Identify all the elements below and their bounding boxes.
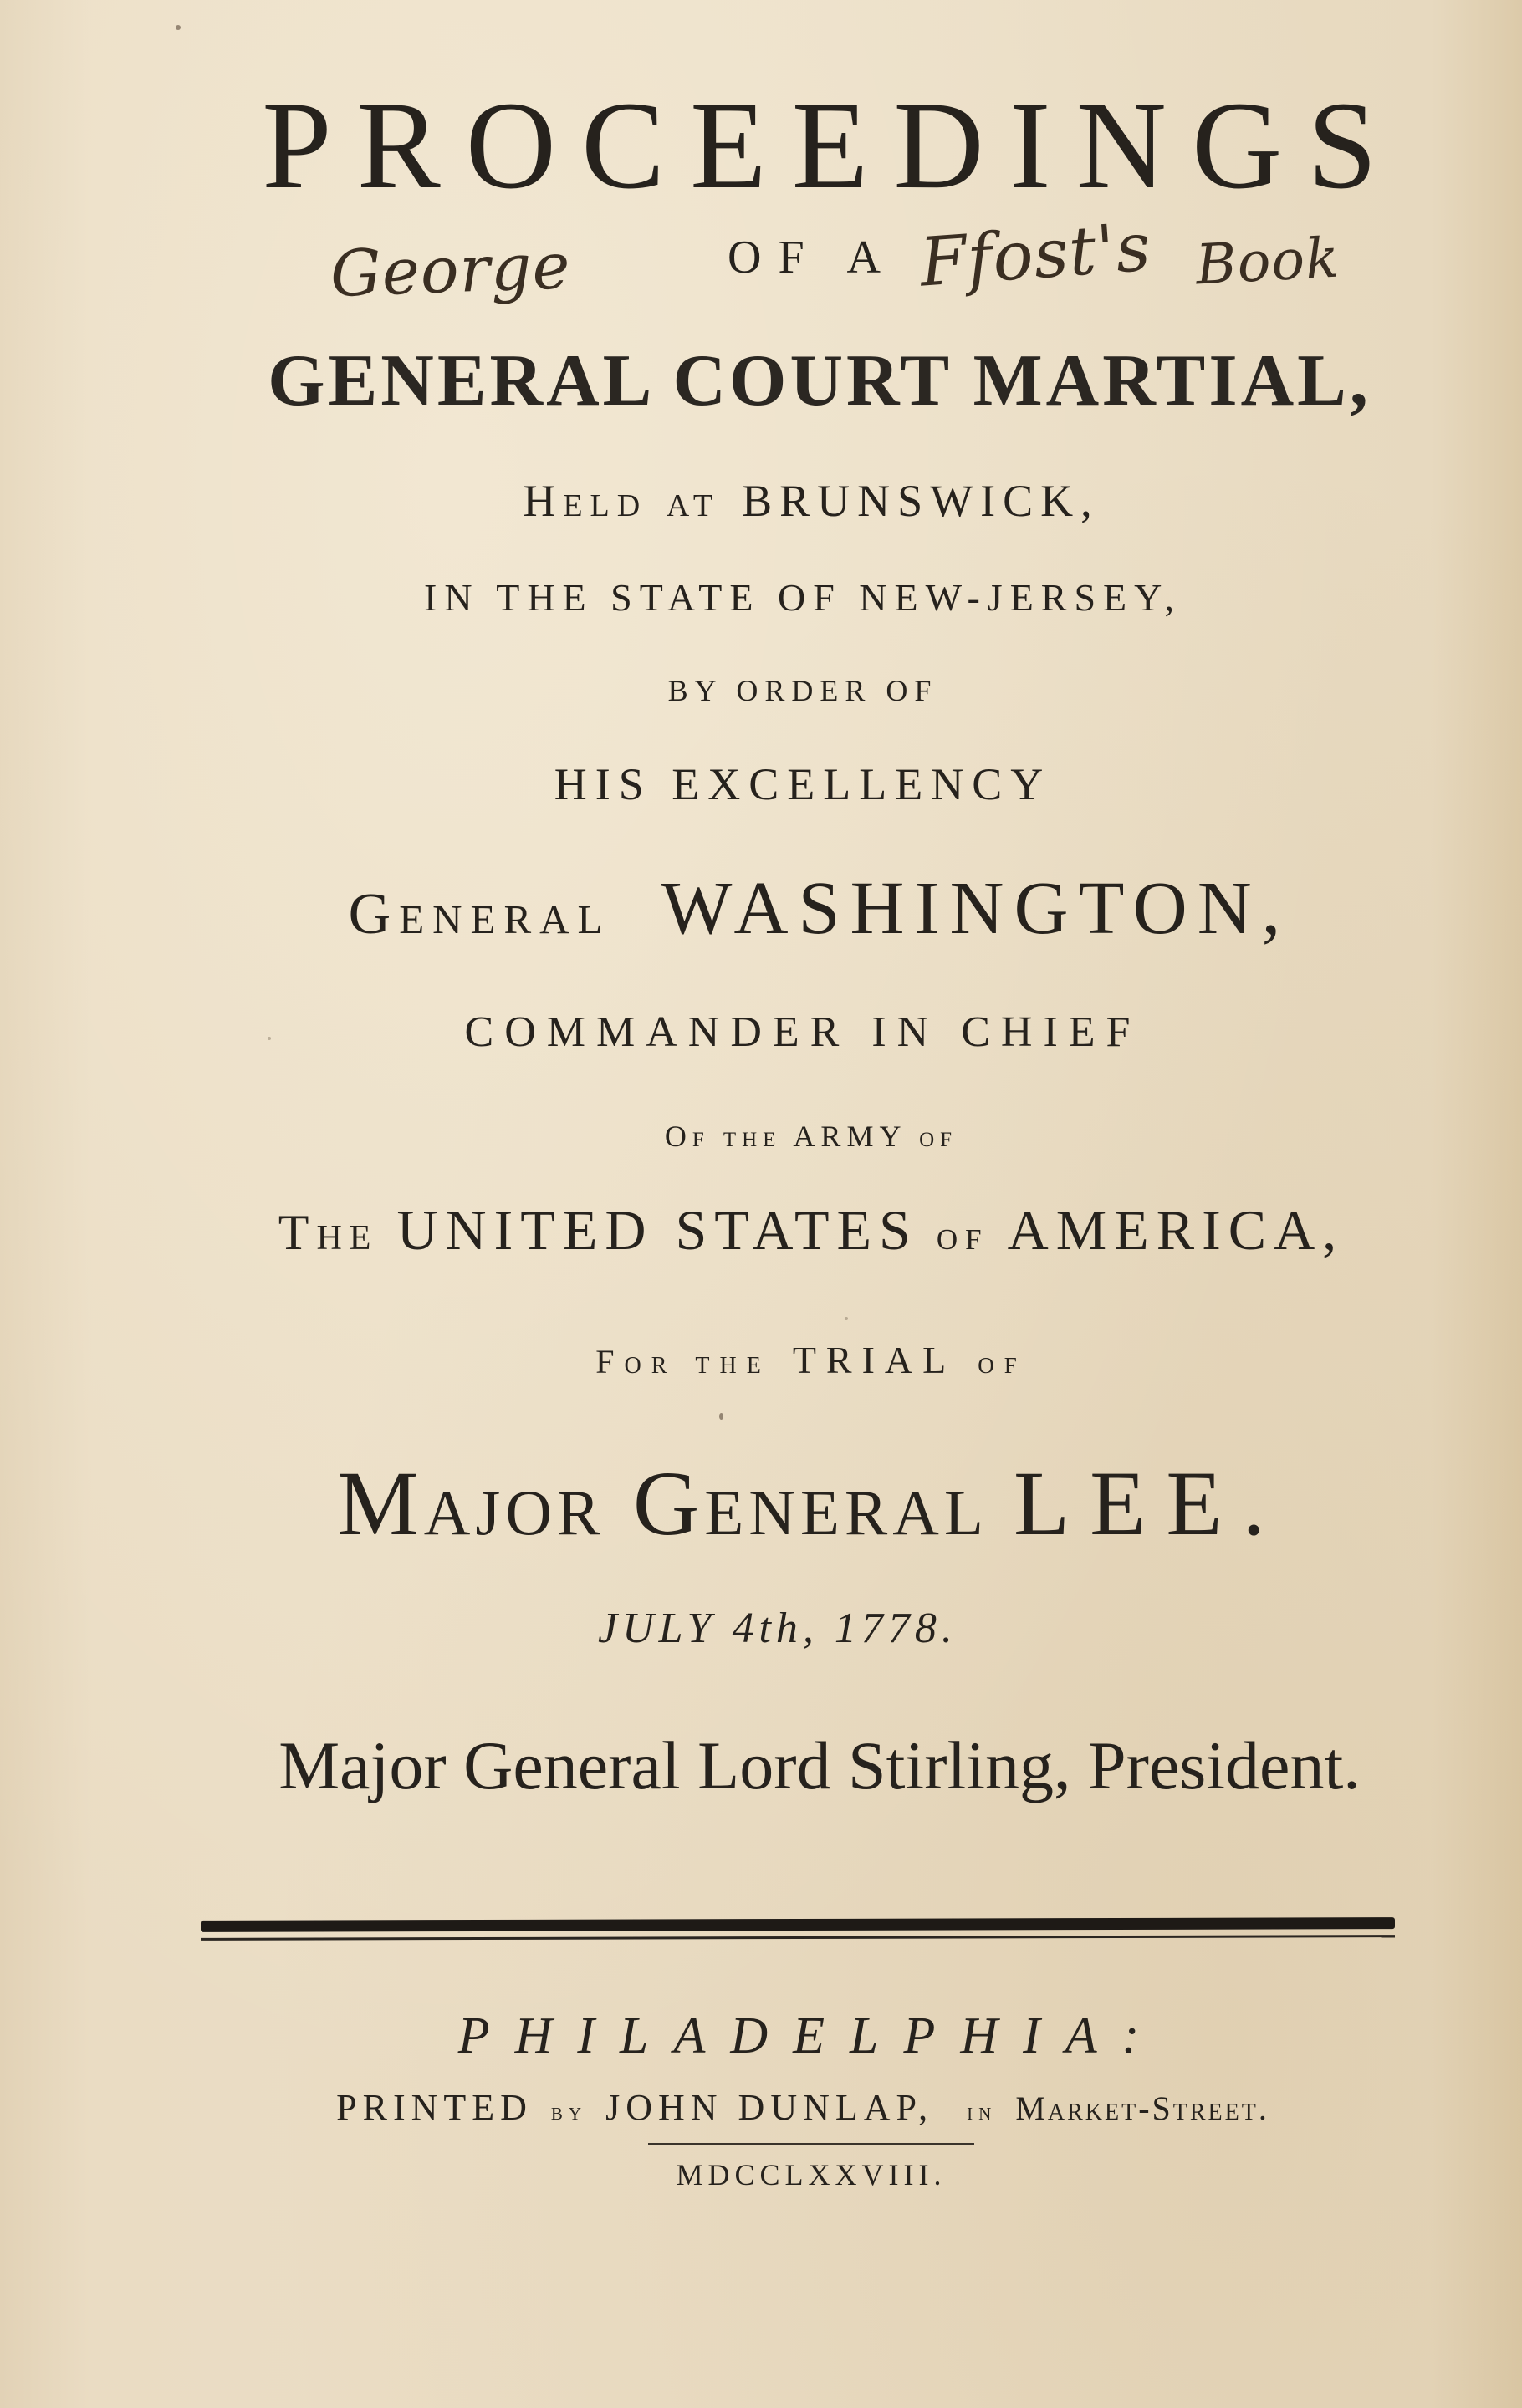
paper-speck [268,1037,271,1040]
place-brunswick: BRUNSWICK, [742,476,1100,526]
court-title: GENERAL COURT MARTIAL, [268,340,1371,421]
commander-line: COMMANDER IN CHIEF [464,1008,1142,1056]
title-proceedings: PROCEEDINGS [262,76,1402,215]
washington-name: WASHINGTON, [661,867,1291,950]
imprint-street: Market-Street. [1015,2089,1269,2127]
defendant-rank: Major General [336,1452,988,1554]
imprint-year: MDCCLXXVIII. [676,2158,947,2191]
subtitle-of-a: OF A [728,232,897,283]
held-at-line [0,475,1522,527]
trial-word: TRIAL [792,1339,957,1381]
trial-of: of [978,1345,1027,1380]
imprint-printer: JOHN DUNLAP, [605,2087,934,2128]
defendant-name: LEE. [1013,1452,1286,1554]
held-at-label: Held at [523,476,721,526]
us-the: The [278,1205,379,1260]
paper-speck [176,25,181,30]
imprint-in: in [967,2098,998,2125]
handwritten-first-name: George [329,228,572,311]
date-line: JULY 4th, 1778. [598,1604,958,1652]
his-excellency-line: HIS EXCELLENCY [554,759,1052,809]
president-line: Major General Lord Stirling, President. [278,1727,1361,1803]
thin-rule [201,1935,1395,1941]
paper-speck [845,1317,848,1320]
defendant-line [0,1451,1522,1557]
general-label: General [348,882,611,946]
imprint-printer-line [0,2086,1522,2129]
imprint-printed: PRINTED [336,2087,533,2128]
trial-line [0,1338,1522,1382]
us-america: AMERICA, [1007,1198,1345,1262]
of-the-army-line: Of the ARMY of [664,1120,958,1153]
handwritten-book: Book [1194,225,1341,298]
handwritten-surname: Ffost's [917,207,1154,302]
state-line: IN THE STATE OF NEW-JERSEY, [424,576,1182,619]
by-order-line: BY ORDER OF [667,674,938,707]
united-states-line [0,1197,1522,1263]
us-main: UNITED STATES [396,1198,918,1262]
trial-for-the: For the [595,1343,771,1380]
year-rule [648,2143,974,2145]
thick-rule [201,1917,1395,1932]
imprint-city: PHILADELPHIA: [457,2008,1165,2064]
of-a-line [0,207,1522,349]
general-washington-line [0,865,1522,951]
us-of: of [936,1212,989,1258]
paper-speck [719,1413,723,1420]
imprint-by: by [550,2098,588,2125]
